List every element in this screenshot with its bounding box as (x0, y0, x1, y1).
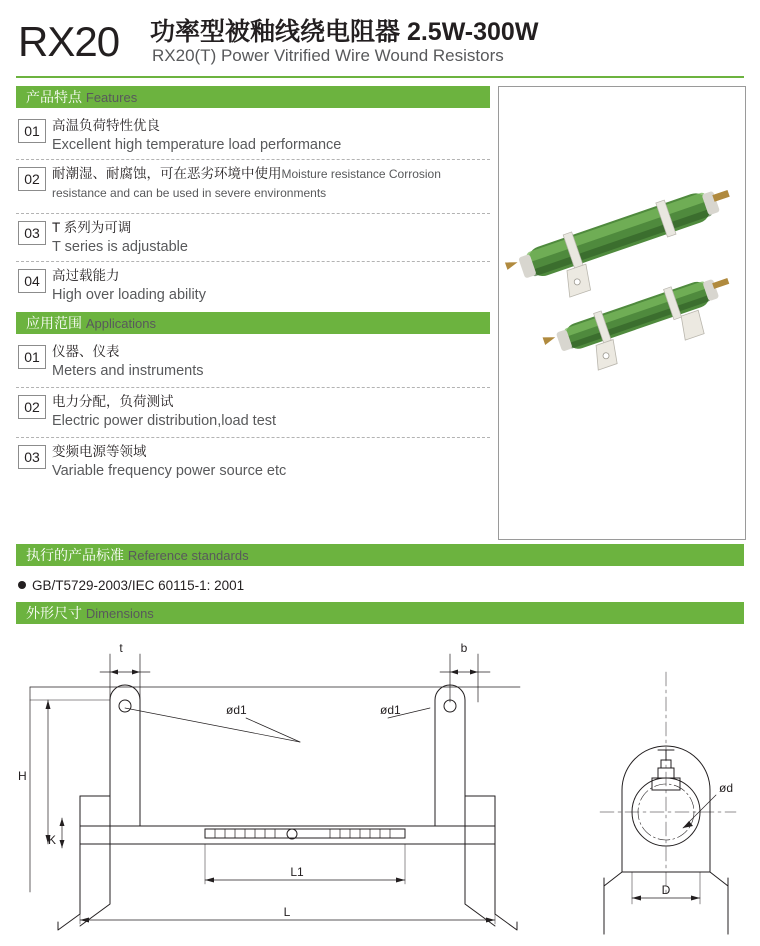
dim-label-K: K (48, 833, 57, 847)
item-text-cn: 变频电源等领域 (52, 444, 147, 459)
section-header-features-cn: 产品特点 (26, 89, 82, 105)
dim-label-D: D (661, 883, 671, 897)
dim-label-t: t (119, 641, 123, 655)
product-photo (499, 87, 743, 537)
item-number: 03 (18, 445, 46, 469)
product-logo: RX20 (18, 18, 120, 65)
item-text-en2: resistance and can be used in severe environments (52, 186, 327, 200)
section-header-features (16, 86, 490, 108)
page-title-cn: 功率型被釉线绕电阻器 2.5W-300W (150, 18, 539, 46)
dim-label-d: ød (719, 781, 734, 795)
section-header-applications-cn: 应用范围 (26, 315, 82, 331)
item-number: 01 (18, 119, 46, 143)
header-divider (16, 76, 744, 78)
list-item (16, 338, 490, 388)
list-item (16, 214, 490, 262)
item-text-en: Meters and instruments (52, 363, 204, 379)
item-text-en: Excellent high temperature load performance (52, 137, 342, 153)
dim-label-d1-right: ød1 (380, 703, 401, 717)
item-text-cn (52, 164, 490, 184)
section-header-applications (16, 312, 490, 334)
item-number: 02 (18, 167, 46, 191)
list-item (16, 160, 490, 214)
item-number: 02 (18, 395, 46, 419)
dim-label-L: L (283, 905, 291, 919)
item-text-cn: 电力分配，负荷测试 (52, 394, 174, 409)
bullet-icon (18, 581, 26, 589)
section-header-applications-en: Applications (85, 316, 156, 331)
item-text-en-inline: Moisture resistance Corrosion (281, 167, 441, 181)
item-text-cn: 高过载能力 (52, 268, 120, 283)
section-header-standards-en: Reference standards (127, 548, 249, 563)
list-item (16, 112, 490, 160)
dimension-drawing-svg (0, 632, 760, 941)
page-header (0, 0, 760, 76)
standard-value-row (18, 578, 244, 593)
section-header-dimensions-cn: 外形尺寸 (26, 605, 82, 621)
item-text-cn: 高温负荷特性优良 (52, 118, 160, 133)
dimension-drawing (0, 632, 760, 941)
section-header-dimensions (16, 602, 744, 624)
item-text-en: T series is adjustable (52, 239, 188, 255)
item-text-cn: T 系列为可调 (52, 220, 132, 235)
list-item (16, 438, 490, 488)
dim-label-H: H (18, 769, 27, 783)
standard-value: GB/T5729-2003/IEC 60115-1: 2001 (32, 578, 245, 593)
item-text-en: High over loading ability (52, 287, 206, 303)
applications-list (16, 338, 490, 488)
item-number: 04 (18, 269, 46, 293)
list-item (16, 262, 490, 310)
product-photo-panel (498, 86, 746, 540)
item-number: 03 (18, 221, 46, 245)
list-item (16, 388, 490, 438)
item-number: 01 (18, 345, 46, 369)
item-text-en: Variable frequency power source etc (52, 463, 287, 479)
item-text-en: Electric power distribution,load test (52, 413, 277, 429)
dim-label-d1-left: ød1 (226, 703, 247, 717)
section-header-standards (16, 544, 744, 566)
item-text-cn-main: 耐潮湿、耐腐蚀，可在恶劣环境中使用 (52, 166, 282, 181)
section-header-features-en: Features (85, 90, 138, 105)
page-title-en: RX20(T) Power Vitrified Wire Wound Resistors (152, 46, 504, 65)
dim-label-L1: L1 (290, 865, 304, 879)
section-header-standards-cn: 执行的产品标准 (26, 547, 124, 563)
section-header-dimensions-en: Dimensions (85, 606, 154, 621)
dim-label-b: b (460, 641, 468, 655)
features-list (16, 112, 490, 310)
item-text-cn: 仪器、仪表 (52, 344, 120, 359)
